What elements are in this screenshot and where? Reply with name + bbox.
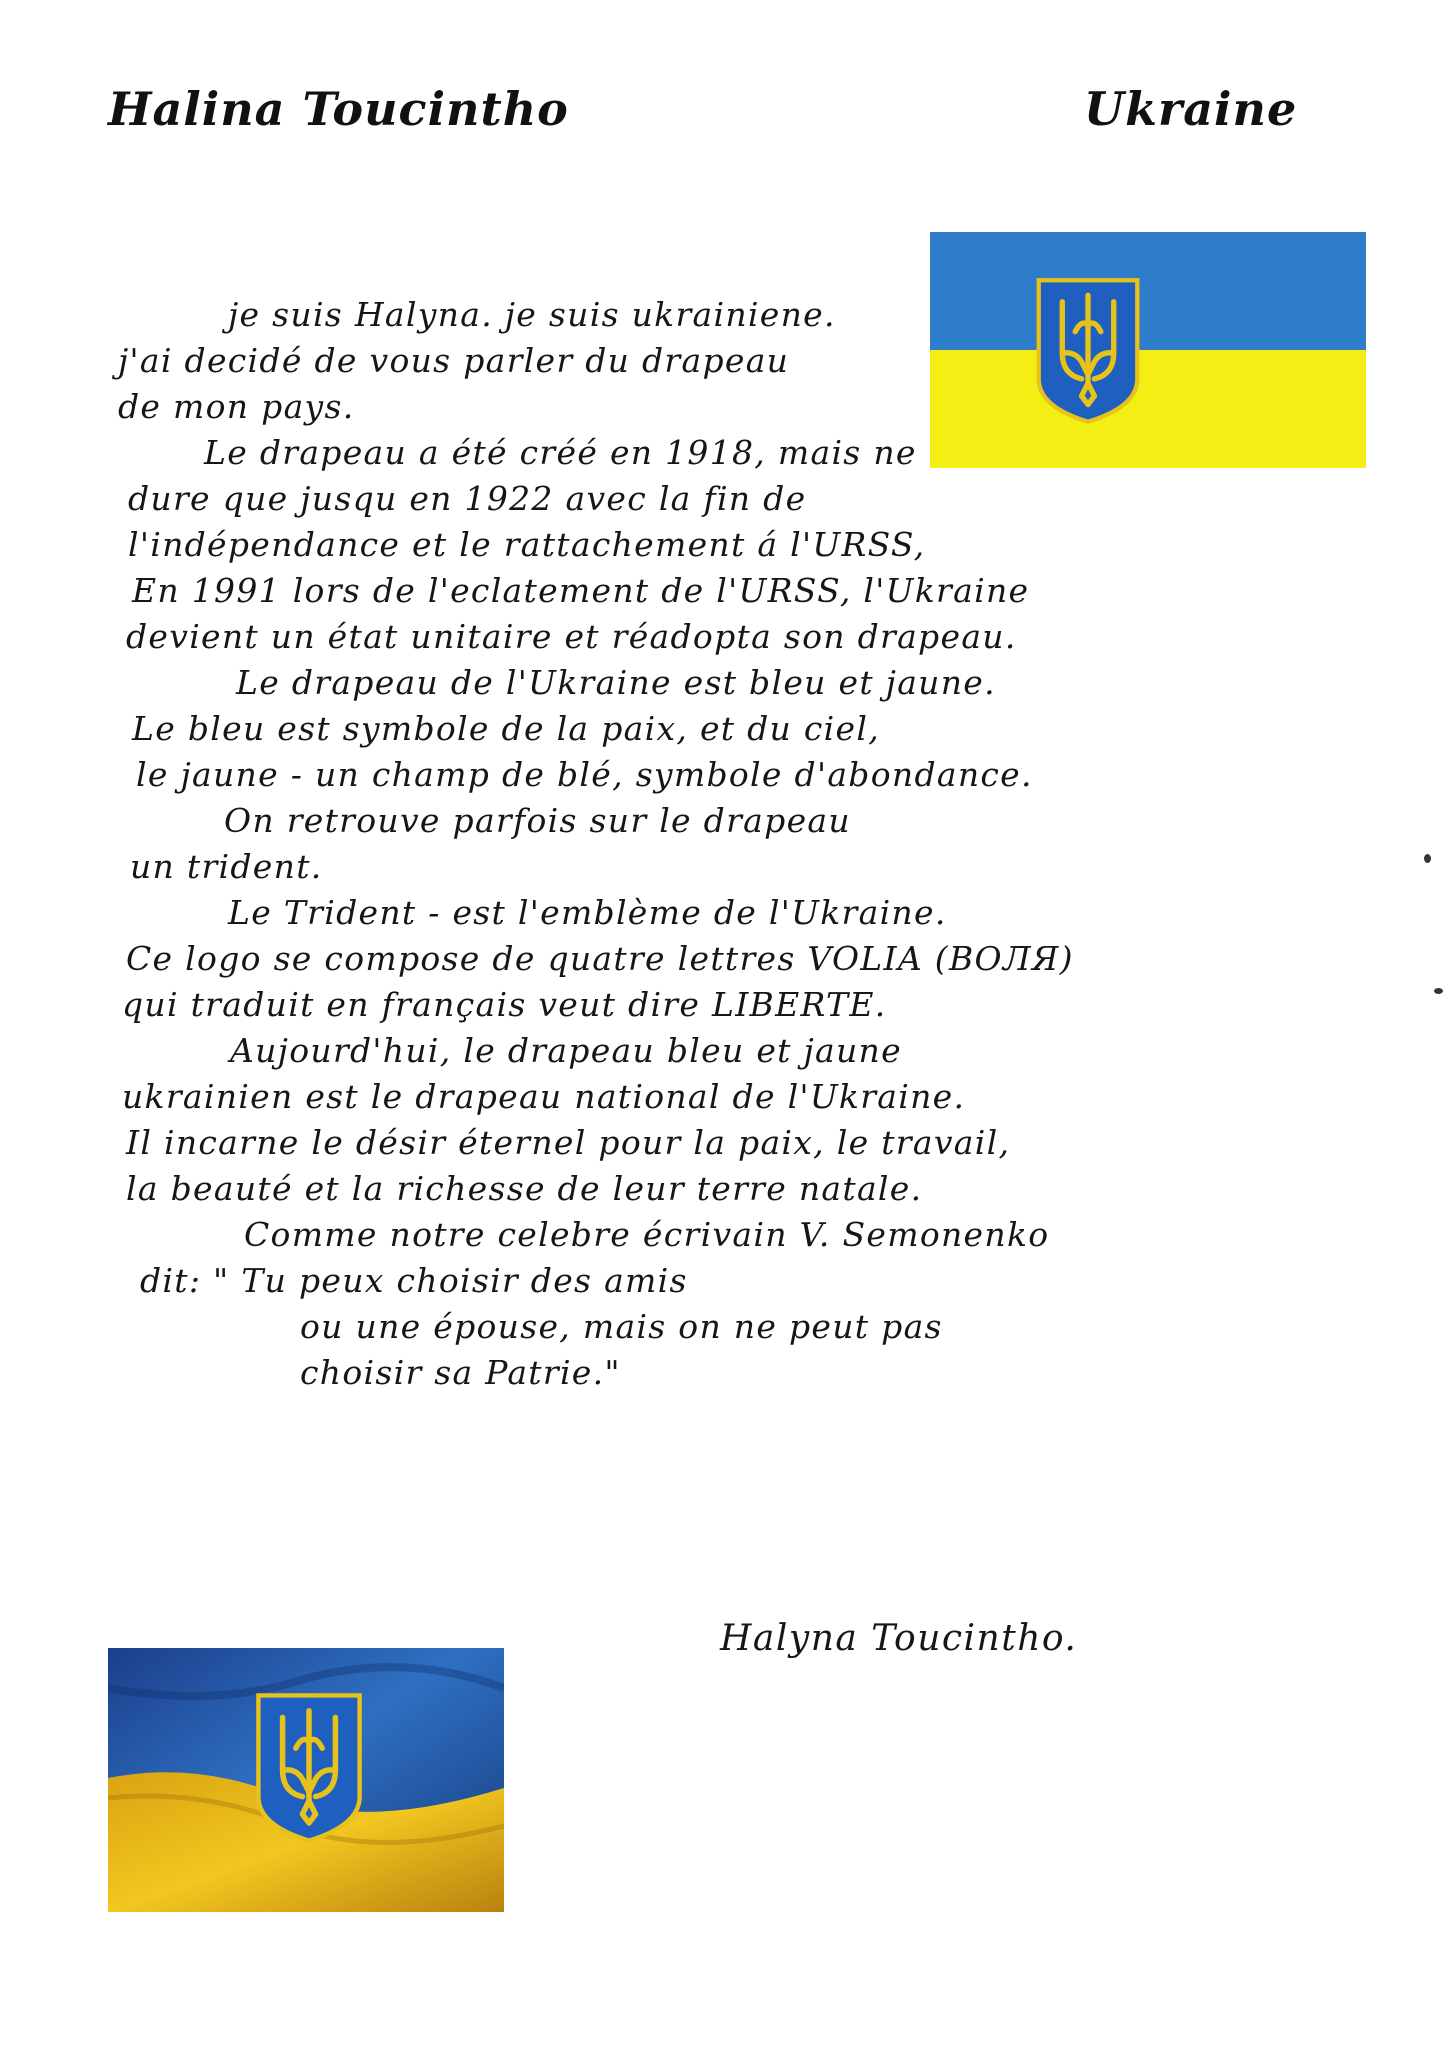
letter-line-7: En 1991 lors de l'eclatement de l'URSS, l'Ukraine (132, 571, 1030, 610)
letter-line-10: Le bleu est symbole de la paix, et du ciel, (132, 709, 880, 748)
letter-line-4: Le drapeau a été créé en 1918, mais ne (204, 433, 917, 472)
trident-emblem-icon-bottom (254, 1690, 364, 1846)
country-header: Ukraine (1084, 82, 1298, 136)
letter-line-1: je suis Halyna. je suis ukrainiene. (228, 295, 836, 334)
letter-line-22: dit: " Tu peux choisir des amis (140, 1261, 688, 1300)
letter-body (118, 292, 1118, 1396)
letter-line-14: Le Trident - est l'emblème de l'Ukraine. (228, 893, 947, 932)
letter-line-3: de mon pays. (118, 387, 355, 426)
letter-line-2: j'ai decidé de vous parler du drapeau (118, 341, 790, 380)
letter-line-12: On retrouve parfois sur le drapeau (224, 801, 851, 840)
scan-speck (1434, 988, 1443, 994)
letter-line-23: ou une épouse, mais on ne peut pas (300, 1307, 943, 1346)
letter-line-6: l'indépendance et le rattachement á l'URSS, (128, 525, 926, 564)
signature: Halyna Toucintho. (720, 1618, 1078, 1659)
letter-line-24: choisir sa Patrie." (300, 1353, 621, 1392)
letter-line-11: le jaune - un champ de blé, symbole d'abondance. (136, 755, 1033, 794)
letter-line-9: Le drapeau de l'Ukraine est bleu et jaune. (236, 663, 996, 702)
author-name-header: Halina Toucintho (108, 82, 569, 136)
letter-line-5: dure que jusqu en 1922 avec la fin de (128, 479, 807, 518)
letter-line-16: qui traduit en français veut dire LIBERTE. (122, 985, 887, 1024)
letter-line-15: Ce logo se compose de quatre lettres VOLIA (ВОЛЯ) (126, 939, 1074, 978)
letter-line-13: un trident. (130, 847, 323, 886)
letter-line-17: Aujourd'hui, le drapeau bleu et jaune (230, 1031, 902, 1070)
letter-line-8: devient un état unitaire et réadopta son drapeau. (126, 617, 1017, 656)
letter-line-20: la beauté et la richesse de leur terre natale. (126, 1169, 923, 1208)
letter-line-18: ukrainien est le drapeau national de l'Ukraine. (122, 1077, 966, 1116)
scan-speck (1424, 854, 1431, 863)
ukraine-waving-flag-image (108, 1648, 504, 1912)
letter-line-21: Comme notre celebre écrivain V. Semonenko (244, 1215, 1050, 1254)
letter-line-19: Il incarne le désir éternel pour la paix, le travail, (126, 1123, 1011, 1162)
